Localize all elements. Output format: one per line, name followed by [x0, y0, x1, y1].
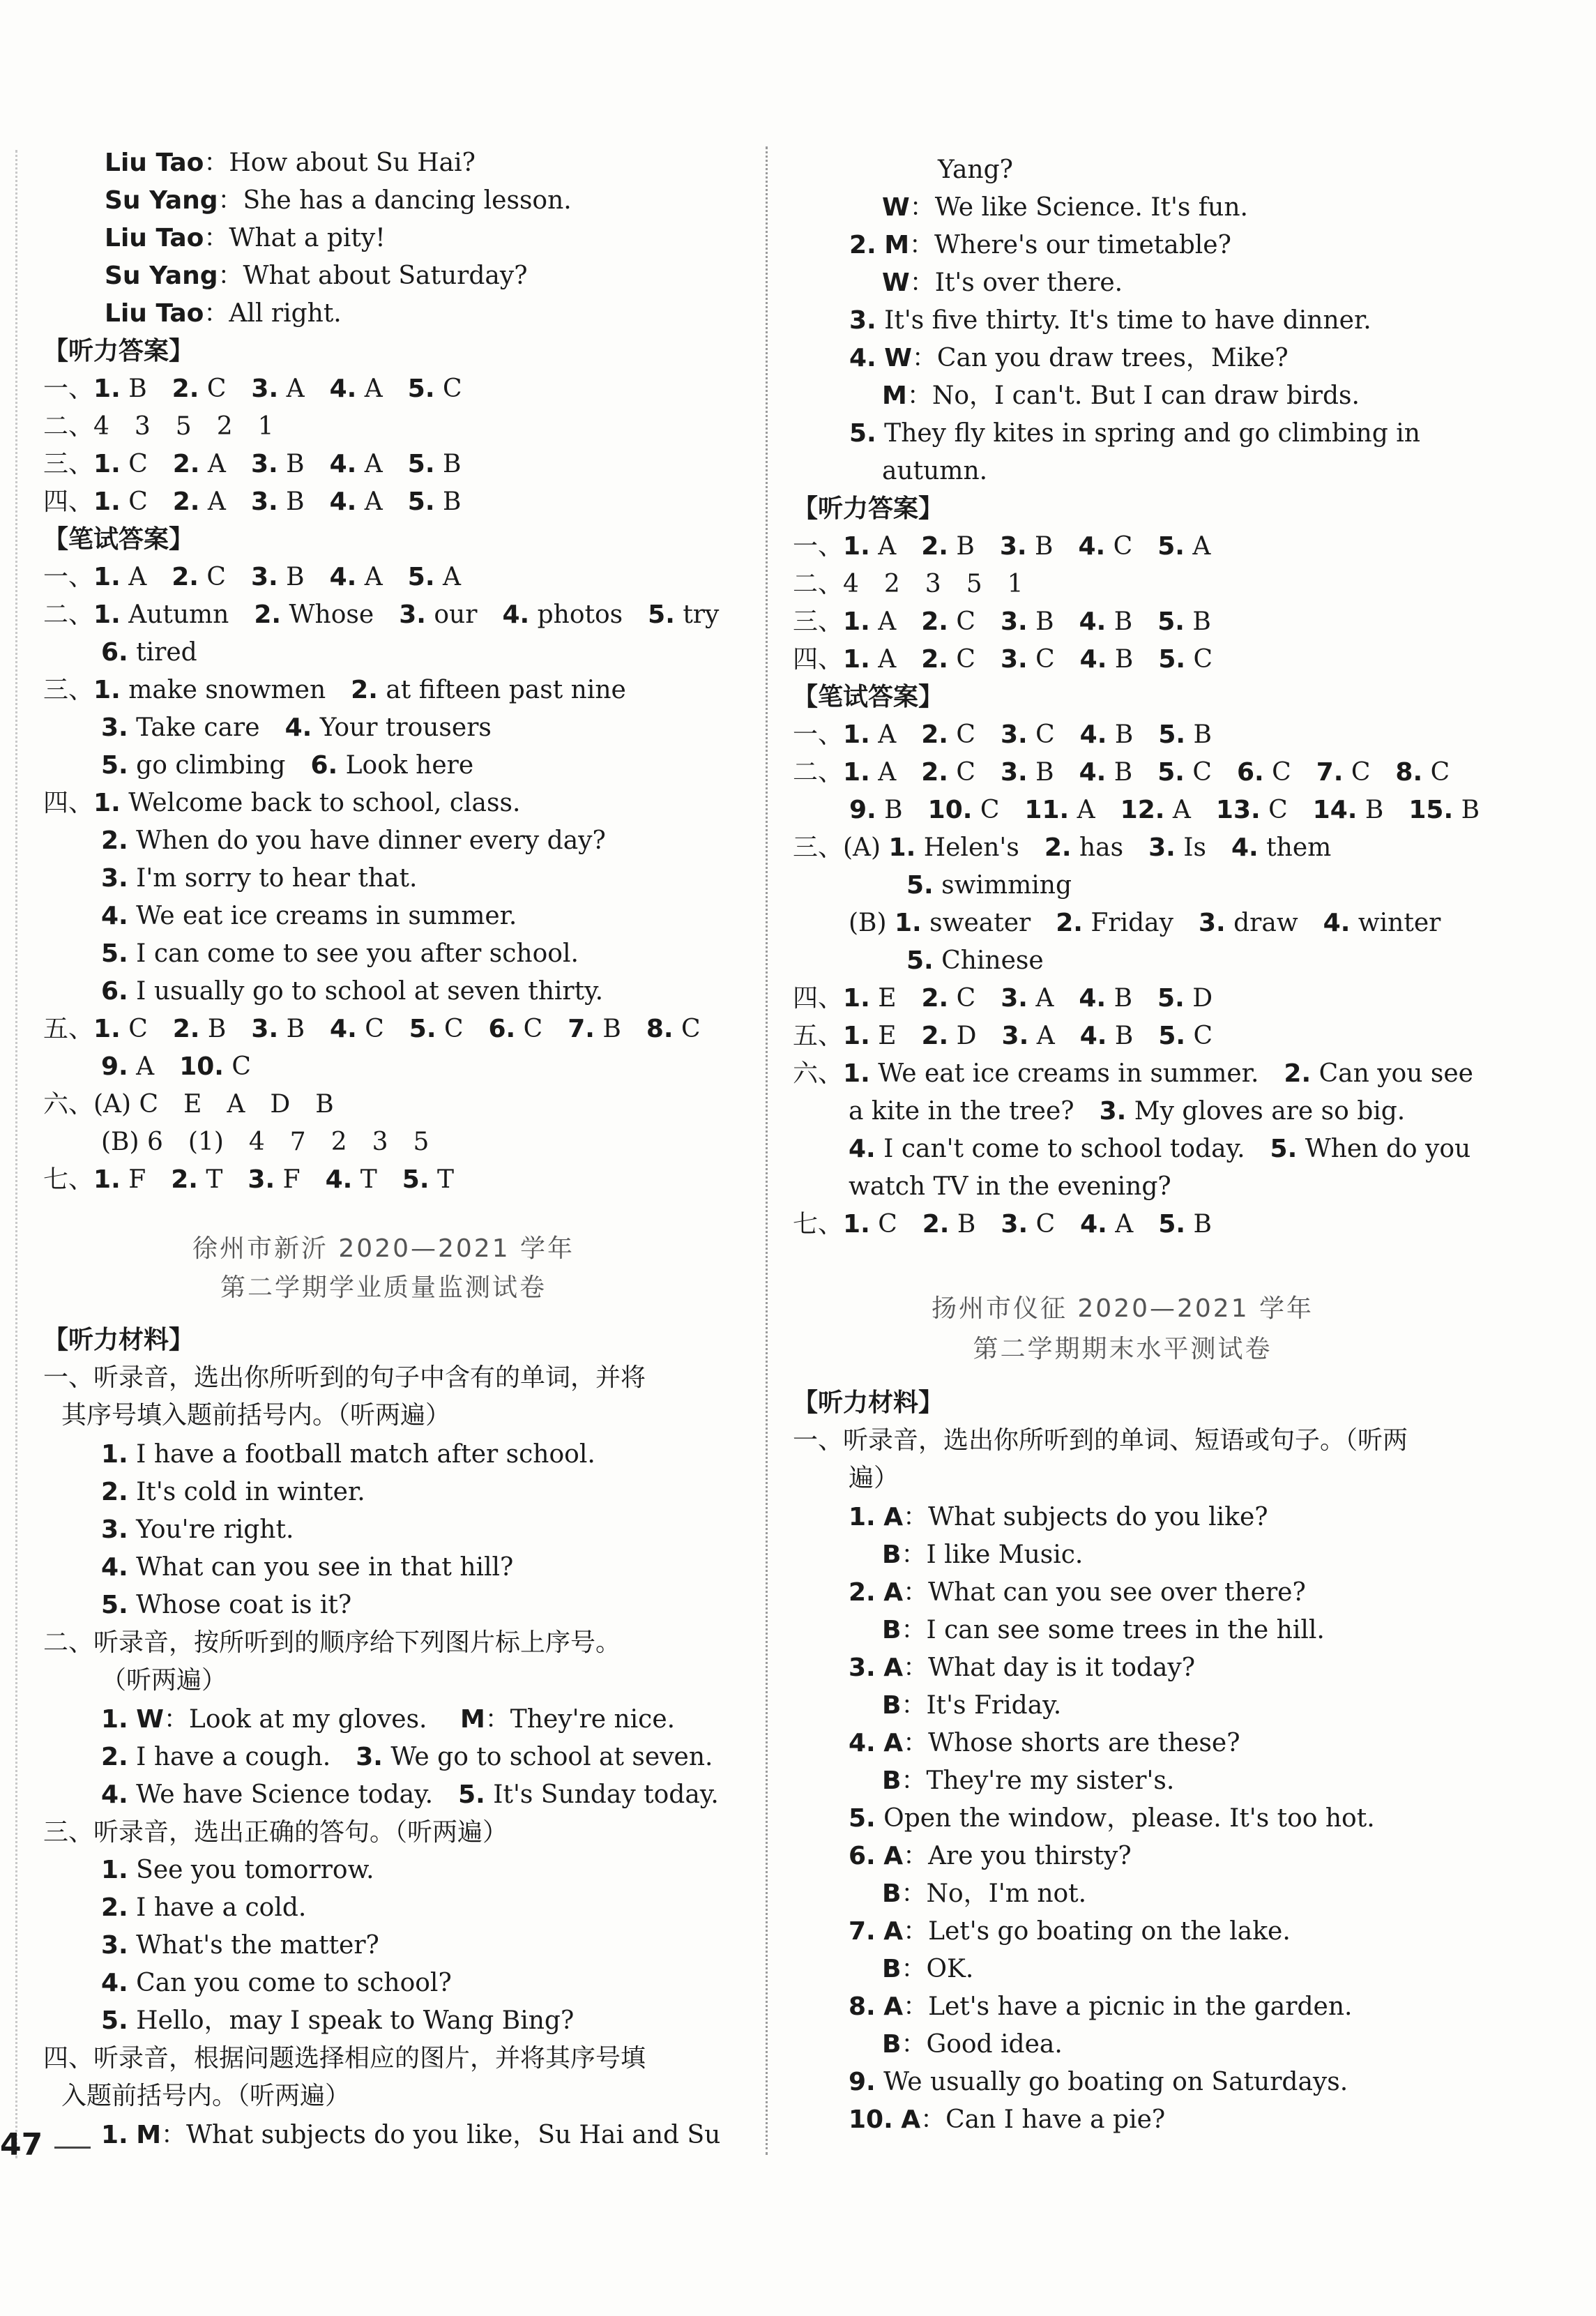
left-answer-line: 一、1. B 2. C 3. A 4. A 5. C: [43, 374, 462, 403]
left-answer-line: 五、1. C 2. B 3. B 4. C 5. C 6. C 7. B 8. C: [43, 1015, 701, 1043]
left-listening-line: 二、听录音，按所听到的顺序给下列图片标上序号。: [43, 1628, 621, 1657]
left-answer-line: 5. I can come to see you after school.: [101, 939, 579, 968]
left-listening-line: 2. It's cold in winter.: [101, 1478, 365, 1506]
right-listening-line: 3. A：What day is it today?: [849, 1653, 1196, 1682]
right-listening-line: 一、听录音，选出你所听到的单词、短语或句子。（听两: [793, 1426, 1408, 1455]
exam-title-yizheng-1: 扬州市仪征 2020—2021 学年: [931, 1294, 1314, 1323]
left-answer-line: 七、1. F 2. T 3. F 4. T 5. T: [43, 1165, 454, 1194]
right-listening-line: 4. A：Whose shorts are these?: [849, 1729, 1240, 1757]
right-answer-line: 2. M：Where's our timetable?: [849, 231, 1231, 259]
left-listening-line: 3. What's the matter?: [101, 1931, 379, 1960]
right-listening-line: 6. A：Are you thirsty?: [849, 1842, 1132, 1870]
left-listening-line: 入题前括号内。（听两遍）: [61, 2082, 351, 2110]
left-answer-line: 2. When do you have dinner every day?: [101, 826, 606, 855]
exam-title-xinyi-1: 徐州市新沂 2020—2021 学年: [192, 1234, 575, 1263]
right-answer-line: Yang?: [938, 156, 1013, 184]
left-listening-line: 4. Can you come to school?: [101, 1969, 452, 1997]
right-answer-line: 三、1. A 2. C 3. B 4. B 5. B: [793, 607, 1211, 636]
right-answer-line: 四、1. E 2. C 3. A 4. B 5. D: [793, 984, 1213, 1013]
right-answer-line: 五、1. E 2. D 3. A 4. B 5. C: [793, 1022, 1213, 1050]
right-answer-line: 四、1. A 2. C 3. C 4. B 5. C: [793, 645, 1213, 674]
left-listening-line: 1. I have a football match after school.: [101, 1440, 595, 1469]
left-answer-line: 四、1. Welcome back to school, class.: [43, 789, 521, 817]
left-listening-line: 【听力材料】: [43, 1326, 195, 1354]
left-listening-line: （听两遍）: [101, 1666, 227, 1695]
right-answer-line: 一、1. A 2. C 3. C 4. B 5. B: [793, 720, 1212, 749]
right-answer-line: 3. It's five thirty. It's time to have dinner.: [849, 306, 1371, 335]
left-answer-line: Su Yang：She has a dancing lesson.: [105, 186, 572, 215]
right-listening-line: B：I like Music.: [882, 1541, 1084, 1569]
right-listening-line: 9. We usually go boating on Saturdays.: [849, 2068, 1348, 2096]
right-listening-line: 7. A：Let's go boating on the lake.: [849, 1917, 1291, 1946]
right-answer-line: W：We like Science. It's fun.: [882, 193, 1248, 222]
left-listening-line: 4. What can you see in that hill?: [101, 1553, 514, 1582]
left-listening-line: 1. See you tomorrow.: [101, 1856, 374, 1884]
left-listening-line: 5. Whose coat is it?: [101, 1591, 352, 1619]
left-listening-line: 1. M：What subjects do you like，Su Hai and Su: [101, 2121, 721, 2149]
left-listening-line: 5. Hello，may I speak to Wang Bing?: [101, 2006, 575, 2035]
left-answer-line: 5. go climbing 6. Look here: [101, 751, 474, 780]
left-answer-line: 6. I usually go to school at seven thirty.: [101, 977, 604, 1006]
right-answer-line: 二、4 2 3 5 1: [793, 570, 1024, 598]
left-listening-line: 2. I have a cough. 3. We go to school at seven.: [101, 1743, 713, 1771]
left-answer-line: 【听力答案】: [43, 337, 195, 365]
page-number: 47: [0, 2127, 43, 2163]
right-answer-line: (B) 1. sweater 2. Friday 3. draw 4. winter: [849, 909, 1441, 937]
right-listening-line: 10. A：Can I have a pie?: [849, 2105, 1166, 2134]
right-listening-line: B：OK.: [882, 1955, 974, 1983]
left-answer-line: Liu Tao：All right.: [105, 299, 342, 328]
right-listening-line: 1. A：What subjects do you like?: [849, 1503, 1268, 1531]
right-answer-line: 5. Chinese: [906, 946, 1044, 975]
left-answer-line: 6. tired: [101, 638, 197, 667]
left-answer-line: 四、1. C 2. A 3. B 4. A 5. B: [43, 487, 462, 516]
left-listening-line: 三、听录音，选出正确的答句。（听两遍）: [43, 1818, 508, 1847]
right-answer-line: 二、1. A 2. C 3. B 4. B 5. C 6. C 7. C 8. C: [793, 758, 1450, 787]
left-answer-line: 一、1. A 2. C 3. B 4. A 5. A: [43, 563, 461, 591]
left-listening-line: 1. W：Look at my gloves. M：They're nice.: [101, 1705, 676, 1734]
left-answer-line: 二、1. Autumn 2. Whose 3. our 4. photos 5. try: [43, 600, 720, 629]
left-answer-line: Liu Tao：What a pity!: [105, 224, 386, 252]
right-listening-line: 遍）: [849, 1464, 899, 1492]
left-answer-line: 三、1. make snowmen 2. at fifteen past nine: [43, 676, 626, 704]
right-answer-line: 5. They fly kites in spring and go climbing in: [849, 419, 1420, 448]
left-answer-line: Liu Tao：How about Su Hai?: [105, 149, 476, 177]
right-answer-line: watch TV in the evening?: [849, 1172, 1171, 1201]
left-listening-line: 一、听录音，选出你所听到的句子中含有的单词，并将: [43, 1363, 646, 1392]
right-answer-line: 4. W：Can you draw trees，Mike?: [849, 344, 1289, 372]
left-answer-line: Su Yang：What about Saturday?: [105, 262, 528, 290]
left-listening-line: 4. We have Science today. 5. It's Sunday today.: [101, 1780, 719, 1809]
exam-title-yizheng-2: 第二学期期末水平测试卷: [973, 1335, 1272, 1363]
right-answer-line: 4. I can't come to school today. 5. When do you: [849, 1135, 1471, 1163]
left-answer-line: 3. Take care 4. Your trousers: [101, 713, 492, 742]
right-listening-line: 8. A：Let's have a picnic in the garden.: [849, 1992, 1353, 2021]
right-listening-line: 5. Open the window，please. It's too hot.: [849, 1804, 1375, 1833]
left-answer-line: (B) 6 (1) 4 7 2 3 5: [101, 1128, 430, 1156]
right-listening-line: 2. A：What can you see over there?: [849, 1578, 1306, 1607]
right-answer-line: a kite in the tree? 3. My gloves are so big.: [849, 1097, 1406, 1126]
left-answer-line: 三、1. C 2. A 3. B 4. A 5. B: [43, 450, 462, 478]
right-answer-line: 【听力答案】: [793, 494, 944, 523]
right-listening-line: B：Good idea.: [882, 2030, 1063, 2059]
left-listening-line: 四、听录音，根据问题选择相应的图片，并将其序号填: [43, 2044, 646, 2073]
exam-title-xinyi-2: 第二学期学业质量监测试卷: [220, 1273, 547, 1302]
right-answer-line: W：It's over there.: [882, 268, 1123, 297]
right-answer-line: 六、1. We eat ice creams in summer. 2. Can you see: [793, 1059, 1473, 1088]
right-listening-line: 【听力材料】: [793, 1388, 944, 1417]
left-listening-line: 2. I have a cold.: [101, 1893, 307, 1922]
left-listening-line: 3. You're right.: [101, 1515, 294, 1544]
right-answer-line: 三、(A) 1. Helen's 2. has 3. Is 4. them: [793, 833, 1332, 862]
right-listening-line: B：No，I'm not.: [882, 1879, 1087, 1908]
left-answer-line: 4. We eat ice creams in summer.: [101, 902, 517, 930]
right-answer-line: 一、1. A 2. B 3. B 4. C 5. A: [793, 532, 1211, 561]
right-answer-line: 9. B 10. C 11. A 12. A 13. C 14. B 15. B: [849, 796, 1480, 824]
column-divider: [766, 146, 769, 2155]
right-answer-line: autumn.: [882, 457, 988, 485]
left-answer-line: 【笔试答案】: [43, 525, 195, 554]
left-answer-line: 9. A 10. C: [101, 1052, 251, 1081]
left-margin-guide: [15, 150, 17, 2158]
left-answer-line: 3. I'm sorry to hear that.: [101, 864, 418, 893]
right-answer-line: 5. swimming: [906, 871, 1072, 900]
right-listening-line: B：I can see some trees in the hill.: [882, 1616, 1325, 1644]
right-answer-line: 七、1. C 2. B 3. C 4. A 5. B: [793, 1210, 1212, 1239]
right-answer-line: 【笔试答案】: [793, 683, 944, 711]
page-number-dash: [54, 2147, 91, 2149]
left-answer-line: 二、4 3 5 2 1: [43, 412, 274, 441]
right-listening-line: B：They're my sister's.: [882, 1766, 1175, 1795]
left-listening-line: 其序号填入题前括号内。（听两遍）: [61, 1401, 451, 1430]
left-answer-line: 六、(A) C E A D B: [43, 1090, 334, 1119]
right-answer-line: M：No，I can't. But I can draw birds.: [882, 381, 1360, 410]
right-listening-line: B：It's Friday.: [882, 1691, 1062, 1720]
